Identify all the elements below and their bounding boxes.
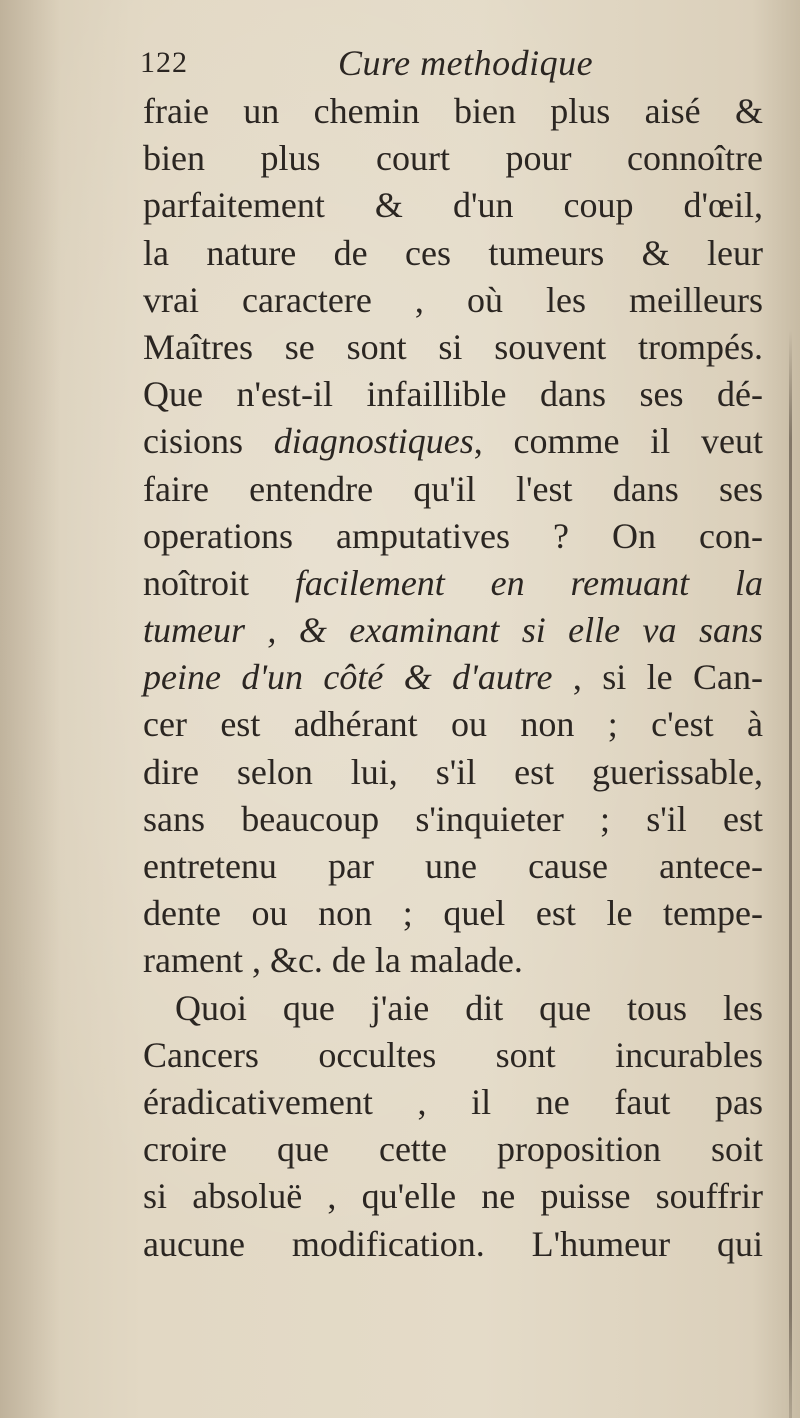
text-run: dente ou non ; quel est le tempe-: [143, 893, 763, 934]
text-line: [143, 796, 763, 843]
text-line: [143, 607, 763, 654]
running-title: Cure methodique: [338, 43, 594, 83]
text-run: faire entendre qu'il l'est dans ses: [143, 468, 763, 509]
text-run: cisions: [143, 421, 274, 462]
text-run: , comme il veut: [473, 421, 763, 462]
italic-text: tumeur , & examinant si elle va sans: [143, 610, 763, 651]
text-line: [143, 230, 763, 277]
text-line: [143, 937, 763, 984]
page-number: 122: [140, 46, 188, 79]
text-line: [143, 182, 763, 229]
text-run: aucune modification. L'humeur qui: [143, 1223, 763, 1264]
text-line: [143, 418, 763, 465]
text-line: [143, 466, 763, 513]
italic-text: peine d'un côté & d'autre: [143, 657, 553, 698]
text-line: [143, 1173, 763, 1220]
text-run: si absoluë , qu'elle ne puisse souffrir: [143, 1176, 763, 1217]
text-line: [143, 560, 763, 607]
text-run: Cancers occultes sont incurables: [143, 1034, 763, 1075]
text-run: la nature de ces tumeurs & leur: [143, 232, 763, 273]
text-line: [143, 135, 763, 182]
text-line: [143, 324, 763, 371]
text-run: Que n'est-il infaillible dans ses dé-: [143, 374, 763, 415]
italic-text: diagnostiques: [273, 421, 474, 462]
text-line: [143, 88, 763, 135]
text-run: éradicativement , il ne faut pas: [143, 1081, 763, 1122]
text-run: operations amputatives ? On con-: [143, 515, 763, 556]
text-line: [143, 513, 763, 560]
text-line: [143, 1126, 763, 1173]
text-run: noîtroit: [143, 562, 295, 603]
text-line: [143, 1221, 763, 1268]
text-line: [143, 749, 763, 796]
text-run: vrai caractere , où les meilleurs: [143, 279, 763, 320]
text-run: rament , &c. de la malade.: [143, 940, 523, 981]
text-line: [143, 843, 763, 890]
text-line: [143, 701, 763, 748]
text-line: [143, 277, 763, 324]
body-text: [143, 88, 763, 1268]
text-run: entretenu par une cause antece-: [143, 846, 763, 886]
text-line: [143, 371, 763, 418]
text-run: croire que cette proposition soit: [143, 1129, 763, 1170]
text-run: Quoi que j'aie dit que tous les: [175, 987, 763, 1028]
text-line: [143, 985, 763, 1032]
text-line: [143, 1079, 763, 1126]
text-line: [143, 654, 763, 701]
text-run: sans beaucoup s'inquieter ; s'il est: [143, 798, 763, 839]
text-run: parfaitement & d'un coup d'œil,: [143, 185, 763, 226]
text-run: dire selon lui, s'il est guerissable,: [143, 751, 763, 792]
paragraph: [143, 985, 763, 1268]
text-line: [143, 890, 763, 937]
paragraph: [143, 88, 763, 985]
gutter-shadow: [0, 0, 60, 1418]
text-run: bien plus court pour connoître: [143, 138, 763, 179]
running-head: [140, 42, 760, 88]
text-run: , si le Can-: [552, 657, 763, 698]
text-run: Maîtres se sont si souvent trompés.: [143, 326, 763, 367]
text-run: fraie un chemin bien plus aisé &: [143, 91, 763, 131]
text-run: cer est adhérant ou non ; c'est à: [143, 704, 763, 745]
text-line: [143, 1032, 763, 1079]
italic-text: facilement en remuant la: [294, 562, 763, 603]
page-edge: [789, 330, 792, 1418]
